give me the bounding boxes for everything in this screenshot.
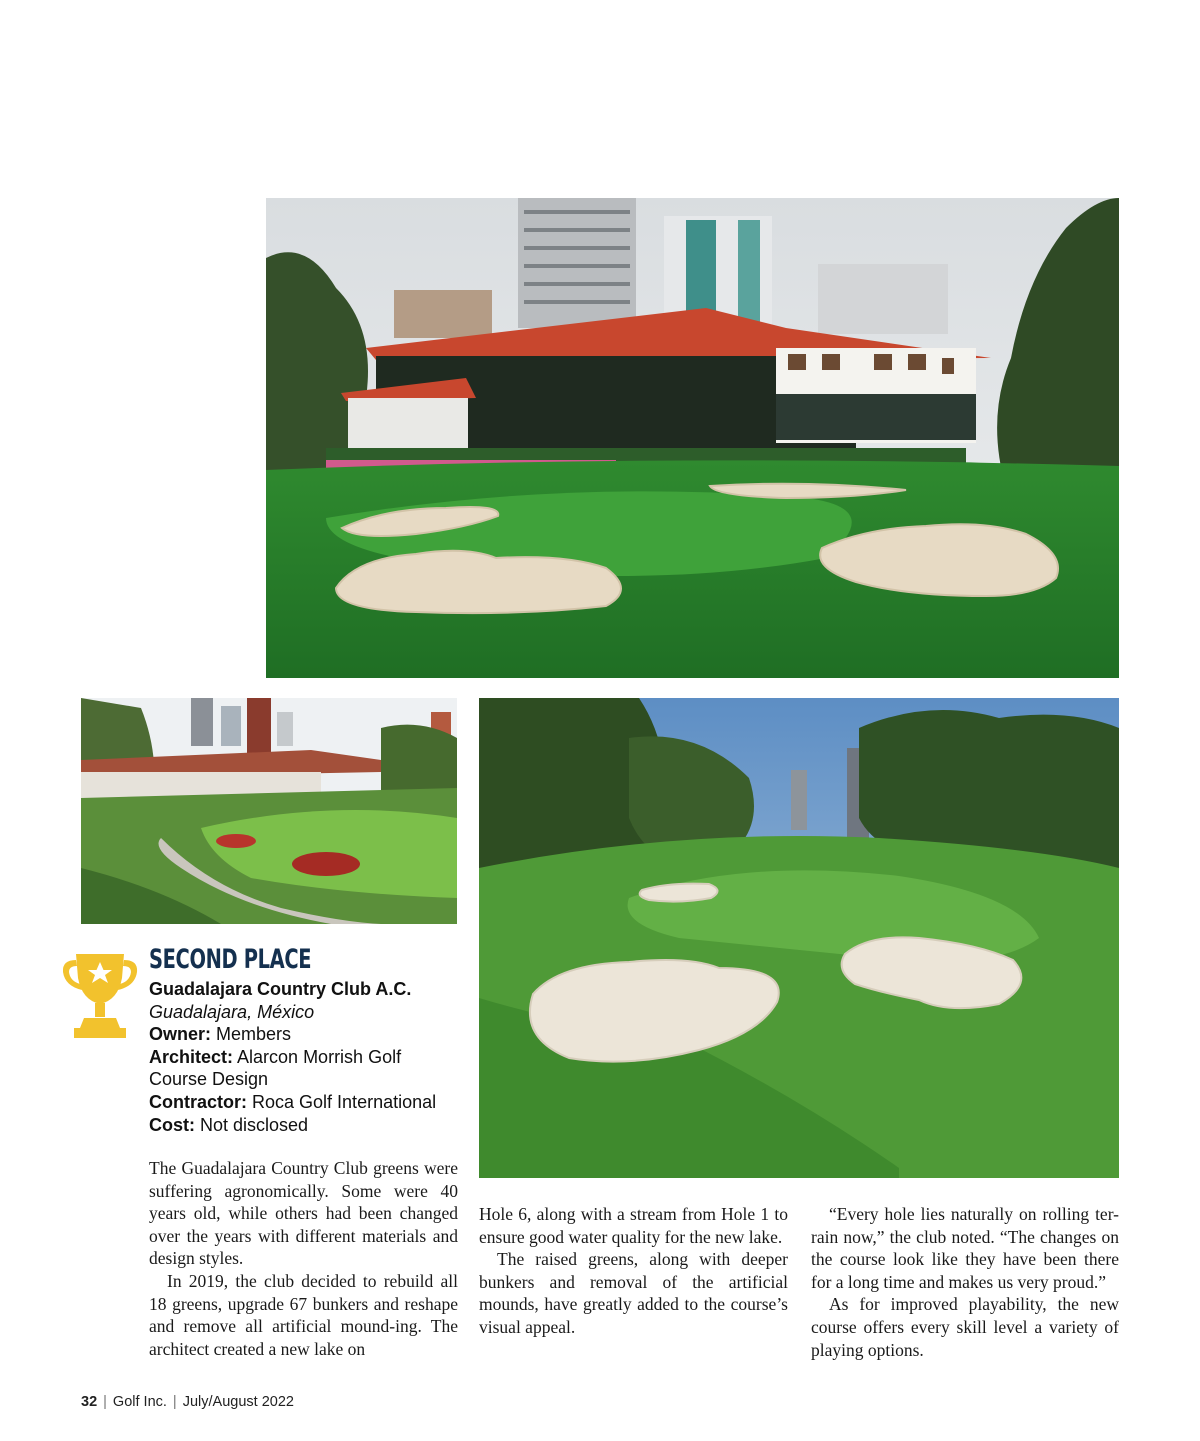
contractor-line bbox=[149, 1091, 459, 1114]
owner-value: Members bbox=[216, 1024, 292, 1045]
article-paragraph: As for improved playability, the new course offers every skill level a variety of playing options. bbox=[811, 1294, 1119, 1360]
page-number: 32 bbox=[81, 1394, 98, 1410]
clubhouse-photo bbox=[266, 198, 1119, 678]
contractor-value: Roca Golf International bbox=[252, 1091, 437, 1112]
contractor-label: Contractor: bbox=[149, 1091, 247, 1112]
article-paragraph: The raised greens, along with deeper bunkers and removal of the artificial mounds, have greatly added to the course’s visual appeal. bbox=[479, 1249, 788, 1337]
award-heading: SECOND PLACE bbox=[149, 944, 312, 975]
aerial-clubhouse-photo bbox=[81, 698, 457, 924]
cost-line bbox=[149, 1114, 459, 1137]
article-column-1 bbox=[149, 1157, 458, 1360]
article-column-2 bbox=[479, 1203, 788, 1339]
architect-value: Alarcon Morrish Golf Course Design bbox=[149, 1046, 402, 1090]
owner-label: Owner: bbox=[149, 1024, 212, 1045]
footer-divider: | bbox=[103, 1394, 107, 1410]
article-paragraph: “Every hole lies naturally on rolling ter-rain now,” the club noted. “The changes on the course look like they have been there for a long time and makes us very proud.” bbox=[811, 1204, 1119, 1292]
architect-label: Architect: bbox=[149, 1046, 234, 1067]
footer-divider: | bbox=[172, 1394, 177, 1410]
architect-line bbox=[149, 1046, 459, 1091]
cost-value: Not disclosed bbox=[200, 1114, 309, 1135]
trophy-icon bbox=[60, 948, 140, 1040]
article-column-3 bbox=[811, 1203, 1119, 1361]
course-green-photo bbox=[479, 698, 1119, 1178]
club-location: Guadalajara, México bbox=[149, 1001, 315, 1022]
cost-label: Cost: bbox=[149, 1114, 195, 1135]
publication-name: Golf Inc. bbox=[112, 1394, 167, 1410]
article-paragraph: Hole 6, along with a stream from Hole 1 to ensure good water quality for the new lake. bbox=[479, 1204, 788, 1247]
owner-line bbox=[149, 1023, 459, 1046]
page-footer bbox=[81, 1394, 294, 1410]
issue-date: July/August 2022 bbox=[182, 1394, 294, 1410]
article-paragraph: In 2019, the club decided to rebuild all 18 greens, upgrade 67 bunkers and reshape and remove all artificial mound-ing. The architect created a new lake on bbox=[149, 1270, 458, 1359]
article-paragraph: The Guadalajara Country Club greens were suffering agronomically. Some were 40 years old, while others had been changed over the years with different materials and design styles. bbox=[149, 1158, 458, 1269]
club-name: Guadalajara Country Club A.C. bbox=[149, 979, 412, 999]
